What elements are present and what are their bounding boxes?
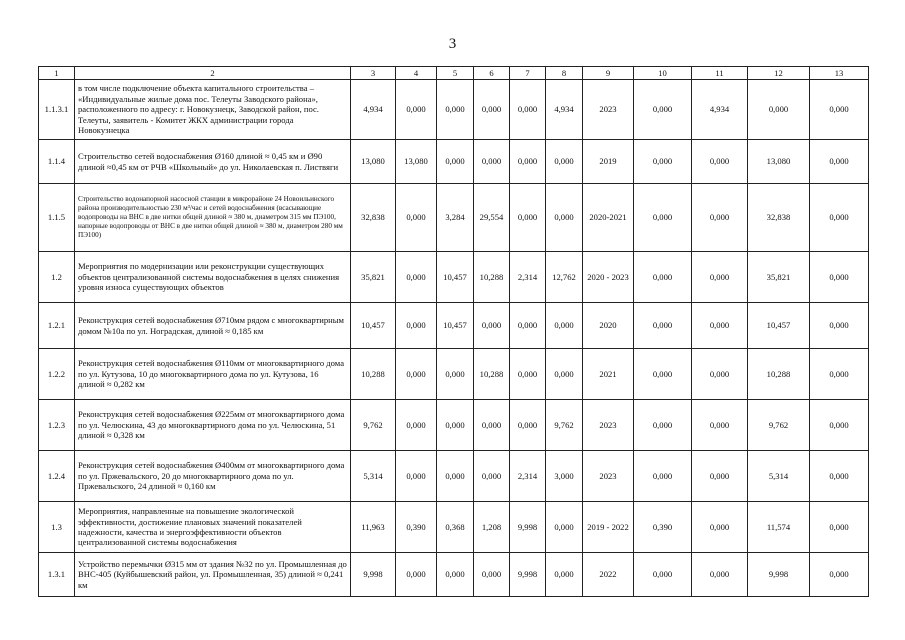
row-description: Реконструкция сетей водоснабжения Ø110мм от многоквартирного дома по ул. Кутузова, 10 до многоквартирного дома по ул. Кутузова, 16 длиной ≈ 0,282 км	[75, 349, 351, 400]
cell-value: 0,000	[396, 303, 437, 349]
cell-value: 0,390	[396, 502, 437, 553]
cell-value: 2019	[583, 140, 634, 184]
row-description: Строительство водонапорной насосной станции в микрорайоне 24 Новоильинского района производительностью 230 м³/час и сетей водоснабжения (всасывающие водопроводы на ВНС в две нитки общей длиной ≈ 380 м, диаметром 315 мм ПЭ100, напорные водопроводы от ВНС в две нитки общей длиной ≈ 380 м, диаметром 280 мм ПЭ100)	[75, 184, 351, 252]
cell-value: 35,821	[748, 252, 810, 303]
column-header: 3	[351, 67, 396, 80]
cell-value: 3,284	[437, 184, 474, 252]
cell-value: 0,000	[810, 502, 869, 553]
cell-value: 0,000	[634, 349, 692, 400]
cell-value: 0,000	[437, 400, 474, 451]
cell-value: 0,000	[692, 303, 748, 349]
column-header: 12	[748, 67, 810, 80]
investment-table	[38, 66, 869, 597]
cell-value: 10,457	[437, 252, 474, 303]
row-description: Устройство перемычки Ø315 мм от здания №32 по ул. Промышленная до ВНС-405 (Куйбышевский район, ул. Промышленная, 35) длиной ≈ 0,241 км	[75, 553, 351, 597]
cell-value: 3,000	[546, 451, 583, 502]
cell-value: 0,000	[692, 553, 748, 597]
cell-value: 0,000	[396, 553, 437, 597]
cell-value: 0,000	[546, 553, 583, 597]
cell-value: 29,554	[474, 184, 510, 252]
cell-value: 2023	[583, 80, 634, 140]
cell-value: 2019 - 2022	[583, 502, 634, 553]
row-id: 1.1.3.1	[39, 80, 75, 140]
cell-value: 0,000	[510, 140, 546, 184]
cell-value: 0,000	[692, 502, 748, 553]
cell-value: 0,000	[474, 553, 510, 597]
cell-value: 0,000	[634, 451, 692, 502]
cell-value: 0,000	[437, 140, 474, 184]
cell-value: 0,000	[810, 303, 869, 349]
row-id: 1.2.2	[39, 349, 75, 400]
row-id: 1.1.5	[39, 184, 75, 252]
column-header: 7	[510, 67, 546, 80]
cell-value: 0,000	[634, 184, 692, 252]
cell-value: 10,457	[437, 303, 474, 349]
cell-value: 10,457	[748, 303, 810, 349]
table-row	[39, 303, 869, 349]
cell-value: 10,288	[748, 349, 810, 400]
cell-value: 0,000	[692, 184, 748, 252]
cell-value: 2020 - 2023	[583, 252, 634, 303]
cell-value: 32,838	[351, 184, 396, 252]
cell-value: 0,000	[634, 553, 692, 597]
cell-value: 0,000	[396, 184, 437, 252]
cell-value: 0,000	[546, 502, 583, 553]
cell-value: 0,000	[396, 80, 437, 140]
cell-value: 0,000	[692, 140, 748, 184]
cell-value: 2,314	[510, 451, 546, 502]
cell-value: 0,000	[396, 252, 437, 303]
row-description: Мероприятия по модернизации или реконструкции существующих объектов централизованной системы водоснабжения в целях снижения уровня износа существующих объектов	[75, 252, 351, 303]
column-header: 4	[396, 67, 437, 80]
cell-value: 0,000	[634, 303, 692, 349]
cell-value: 10,288	[351, 349, 396, 400]
cell-value: 0,000	[810, 553, 869, 597]
cell-value: 0,000	[634, 140, 692, 184]
cell-value: 0,000	[396, 400, 437, 451]
cell-value: 2023	[583, 400, 634, 451]
table-row	[39, 400, 869, 451]
table-row	[39, 252, 869, 303]
cell-value: 0,000	[810, 140, 869, 184]
cell-value: 35,821	[351, 252, 396, 303]
cell-value: 2020	[583, 303, 634, 349]
column-header: 11	[692, 67, 748, 80]
cell-value: 0,000	[510, 349, 546, 400]
table-row	[39, 451, 869, 502]
cell-value: 11,963	[351, 502, 396, 553]
cell-value: 0,000	[810, 184, 869, 252]
cell-value: 0,000	[634, 80, 692, 140]
cell-value: 0,000	[510, 80, 546, 140]
column-header: 9	[583, 67, 634, 80]
page-number: 3	[448, 36, 457, 52]
cell-value: 0,000	[810, 400, 869, 451]
table-body	[39, 67, 869, 597]
cell-value: 0,000	[692, 400, 748, 451]
column-header: 2	[75, 67, 351, 80]
row-description: Реконструкция сетей водоснабжения Ø400мм от многоквартирного дома по ул. Пржевальского, 20 до многоквартирного дома по ул. Пржевальского, 24 длиной ≈ 0,160 км	[75, 451, 351, 502]
table-row	[39, 502, 869, 553]
table-row	[39, 140, 869, 184]
row-description: Строительство сетей водоснабжения Ø160 длиной ≈ 0,45 км и Ø90 длиной ≈0,45 км от РЧВ «Школьный» до ул. Николаевская п. Листвяги	[75, 140, 351, 184]
cell-value: 9,998	[748, 553, 810, 597]
cell-value: 0,000	[437, 349, 474, 400]
row-id: 1.2.1	[39, 303, 75, 349]
cell-value: 4,934	[546, 80, 583, 140]
column-header: 13	[810, 67, 869, 80]
column-header: 1	[39, 67, 75, 80]
cell-value: 2020-2021	[583, 184, 634, 252]
cell-value: 0,000	[437, 553, 474, 597]
cell-value: 13,080	[748, 140, 810, 184]
cell-value: 0,000	[810, 349, 869, 400]
cell-value: 13,080	[396, 140, 437, 184]
cell-value: 0,000	[437, 80, 474, 140]
cell-value: 0,000	[510, 303, 546, 349]
table-row	[39, 349, 869, 400]
cell-value: 2,314	[510, 252, 546, 303]
cell-value: 9,998	[510, 502, 546, 553]
cell-value: 0,000	[396, 451, 437, 502]
cell-value: 9,998	[351, 553, 396, 597]
row-id: 1.2.4	[39, 451, 75, 502]
row-description: в том числе подключение объекта капитального строительства – «Индивидуальные жилые дома пос. Телеуты Заводского района», расположенного по адресу: г. Новокузнецк, Заводской район, пос. Телеуты, заявитель - Комитет ЖКХ администрации города Новокузнецка	[75, 80, 351, 140]
row-id: 1.3.1	[39, 553, 75, 597]
cell-value: 0,000	[748, 80, 810, 140]
cell-value: 4,934	[692, 80, 748, 140]
cell-value: 0,390	[634, 502, 692, 553]
cell-value: 0,000	[546, 140, 583, 184]
cell-value: 10,288	[474, 349, 510, 400]
cell-value: 0,000	[474, 80, 510, 140]
cell-value: 0,000	[634, 252, 692, 303]
row-id: 1.1.4	[39, 140, 75, 184]
column-header: 8	[546, 67, 583, 80]
cell-value: 2023	[583, 451, 634, 502]
cell-value: 0,000	[546, 184, 583, 252]
cell-value: 5,314	[748, 451, 810, 502]
cell-value: 2022	[583, 553, 634, 597]
cell-value: 4,934	[351, 80, 396, 140]
row-description: Реконструкция сетей водоснабжения Ø225мм от многоквартирного дома по ул. Челюскина, 43 до многоквартирного дома по ул. Челюскина, 51 длиной ≈ 0,328 км	[75, 400, 351, 451]
cell-value: 0,000	[692, 252, 748, 303]
cell-value: 0,000	[810, 80, 869, 140]
cell-value: 0,000	[474, 303, 510, 349]
cell-value: 10,457	[351, 303, 396, 349]
row-id: 1.2	[39, 252, 75, 303]
cell-value: 12,762	[546, 252, 583, 303]
cell-value: 9,762	[748, 400, 810, 451]
cell-value: 2021	[583, 349, 634, 400]
cell-value: 0,000	[692, 451, 748, 502]
row-id: 1.2.3	[39, 400, 75, 451]
cell-value: 0,000	[510, 400, 546, 451]
table-row	[39, 184, 869, 252]
row-id: 1.3	[39, 502, 75, 553]
cell-value: 0,000	[437, 451, 474, 502]
cell-value: 0,000	[474, 140, 510, 184]
table-row	[39, 553, 869, 597]
cell-value: 0,000	[634, 400, 692, 451]
cell-value: 0,368	[437, 502, 474, 553]
column-number-row	[39, 67, 869, 80]
cell-value: 0,000	[474, 400, 510, 451]
column-header: 10	[634, 67, 692, 80]
cell-value: 9,762	[351, 400, 396, 451]
cell-value: 9,998	[510, 553, 546, 597]
cell-value: 0,000	[546, 303, 583, 349]
cell-value: 9,762	[546, 400, 583, 451]
column-header: 5	[437, 67, 474, 80]
cell-value: 0,000	[546, 349, 583, 400]
cell-value: 32,838	[748, 184, 810, 252]
cell-value: 5,314	[351, 451, 396, 502]
cell-value: 0,000	[474, 451, 510, 502]
cell-value: 0,000	[810, 451, 869, 502]
cell-value: 0,000	[692, 349, 748, 400]
cell-value: 0,000	[510, 184, 546, 252]
row-description: Мероприятия, направленные на повышение экологической эффективности, достижение плановых значений показателей надежности, качества и энергоэффективности объектов централизованной системы водоснабжения	[75, 502, 351, 553]
cell-value: 10,288	[474, 252, 510, 303]
row-description: Реконструкция сетей водоснабжения Ø710мм рядом с многоквартирным домом №10а по ул. Ноградская, длиной ≈ 0,185 км	[75, 303, 351, 349]
cell-value: 0,000	[396, 349, 437, 400]
column-header: 6	[474, 67, 510, 80]
cell-value: 11,574	[748, 502, 810, 553]
cell-value: 0,000	[810, 252, 869, 303]
cell-value: 1,208	[474, 502, 510, 553]
cell-value: 13,080	[351, 140, 396, 184]
table-row	[39, 80, 869, 140]
